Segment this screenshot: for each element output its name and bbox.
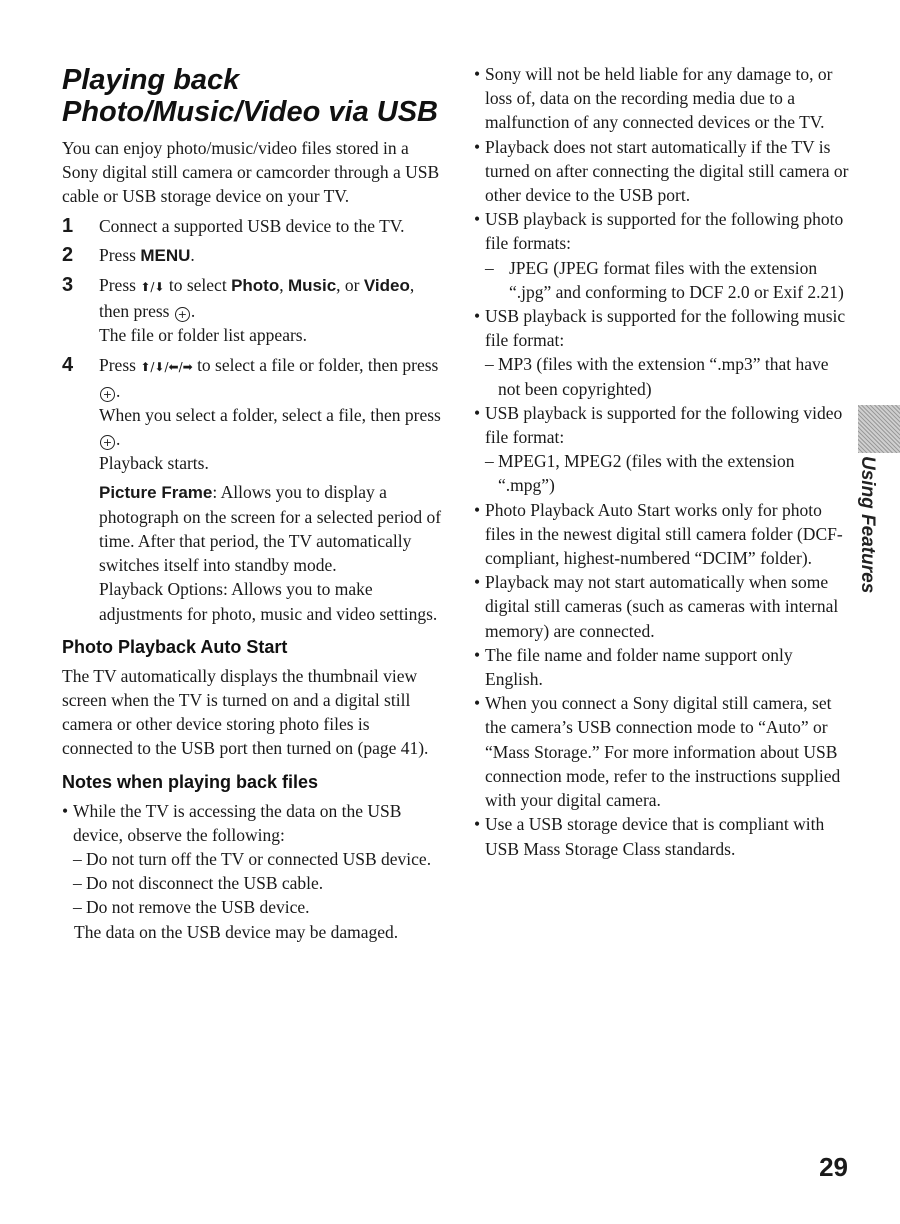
dash-mark: – <box>73 897 82 918</box>
direction-arrows-icon: ⬆/⬇/⬅/➡ <box>140 359 193 374</box>
playback-options-definition: Playback Options: Allows you to make adjustments for photo, music and video settings. <box>99 579 438 624</box>
step-1 <box>62 214 442 238</box>
list-item: • Photo Playback Auto Start works only for photo files in the newest digital still camera folder (DCF-compliant, highest-numbered “DCIM” folder). <box>474 498 852 571</box>
video-label: Video <box>363 276 410 296</box>
auto-start-heading: Photo Playback Auto Start <box>62 636 288 657</box>
list-item: • USB playback is supported for the following music file format: <box>474 304 852 352</box>
intro-paragraph: You can enjoy photo/music/video files stored in a Sony digital still camera or camcorder through a USB cable or USB storage device on your TV. <box>62 138 440 207</box>
notes-tail: The data on the USB device may be damaged. <box>74 921 399 942</box>
list-item-text: Do not turn off the TV or connected USB device. <box>86 849 432 870</box>
notes-bullet: • While the TV is accessing the data on the USB device, observe the following: <box>62 799 442 847</box>
enter-button-icon: + <box>100 435 115 450</box>
step-text: Press <box>99 275 141 296</box>
up-down-arrow-icon: ⬆/⬇ <box>140 280 165 295</box>
list-item: • USB playback is supported for the following photo file formats: <box>474 207 852 255</box>
section-tab-marker <box>858 405 900 453</box>
list-item <box>485 256 852 304</box>
step-number: 2 <box>62 243 74 266</box>
dash-mark: – <box>73 873 82 894</box>
list-item: • The file name and folder name support only English. <box>474 643 852 691</box>
left-column <box>62 62 442 944</box>
menu-button-label: MENU <box>140 245 191 265</box>
list-item <box>485 449 852 497</box>
step-number: 1 <box>62 214 74 237</box>
step-subtext-text: . <box>116 429 121 450</box>
photo-label: Photo <box>231 276 280 296</box>
step-text: . <box>190 301 196 322</box>
list-item: • Playback does not start automatically if the TV is turned on after connecting the digital still camera or other device to the USB port. <box>474 135 852 208</box>
step-text: to select a file or folder, then press <box>192 354 439 375</box>
definition-text: : Allows you to display a photograph on the screen for a selected period of time. After that period, the TV automatically switches itself into standby mode. <box>99 481 442 576</box>
step-subtext-text: When you select a folder, select a file, then press <box>99 405 441 426</box>
step-text: . <box>116 380 121 401</box>
step-text: , or <box>336 275 364 296</box>
notes-heading: Notes when playing back files <box>62 771 319 792</box>
list-item: • When you connect a Sony digital still camera, set the camera’s USB connection mode to “Auto” or “Mass Storage.” For more information about USB connection mode, refer to the instructions supplied with your digital camera. <box>474 691 852 812</box>
step-number: 3 <box>62 274 74 297</box>
step-text: . <box>190 244 195 265</box>
list-item: • Playback may not start automatically when some digital still cameras (such as cameras with internal memory) are connected. <box>474 570 852 643</box>
step-subtext <box>99 403 442 451</box>
page-number: 29 <box>819 1152 848 1182</box>
list-item: • Use a USB storage device that is compliant with USB Mass Storage Class standards. <box>474 812 852 860</box>
step-text: to select <box>164 275 232 296</box>
step-text: Connect a supported USB device to the TV. <box>99 215 405 236</box>
list-item: • Sony will not be held liable for any damage to, or loss of, data on the recording media due to a malfunction of any connected devices or the TV. <box>474 62 852 135</box>
dash-mark: – <box>485 354 494 375</box>
dash-mark: – <box>73 849 82 870</box>
enter-button-icon: + <box>175 307 190 322</box>
list-item: • USB playback is supported for the following video file format: <box>474 401 852 449</box>
title-line-2: Photo/Music/Video via USB <box>62 96 438 128</box>
step-4 <box>62 353 442 626</box>
music-label: Music <box>287 276 337 296</box>
list-item-text: MPEG1, MPEG2 (files with the extension “.mpg”) <box>498 451 795 496</box>
auto-start-text: The TV automatically displays the thumbnail view screen when the TV is turned on and a digital still camera or other device storing photo files is connected to the USB port then turned on (page 41). <box>62 665 429 759</box>
dash-mark: – <box>485 257 494 278</box>
section-tab-label: Using Features <box>857 456 878 594</box>
picture-frame-term: Picture Frame <box>99 482 213 502</box>
list-item-text: Do not remove the USB device. <box>86 897 310 918</box>
list-item-text: Do not disconnect the USB cable. <box>86 873 324 894</box>
list-item <box>73 895 442 919</box>
step-text: , <box>279 275 288 296</box>
step-2 <box>62 243 442 268</box>
title-line-1: Playing back <box>62 64 240 96</box>
step-number: 4 <box>62 353 74 376</box>
right-column <box>474 62 852 861</box>
list-item-text: JPEG (JPEG format files with the extension “.jpg” and conforming to DCF 2.0 or Exif 2.21) <box>509 257 844 302</box>
step-text: Press <box>99 244 141 265</box>
list-item <box>73 871 442 895</box>
list-item-text: MP3 (files with the extension “.mp3” that have not been copyrighted) <box>498 354 829 399</box>
step-3 <box>62 273 442 348</box>
step-text: Press <box>99 354 141 375</box>
list-item <box>485 352 852 400</box>
step-text: , then press <box>99 275 415 322</box>
step-subtext: Playback starts. <box>99 453 209 474</box>
step-subtext: The file or folder list appears. <box>99 325 307 346</box>
dash-mark: – <box>485 451 494 472</box>
page-title <box>62 64 442 128</box>
enter-button-icon: + <box>100 387 115 402</box>
list-item <box>73 847 442 871</box>
picture-frame-definition <box>99 480 442 578</box>
